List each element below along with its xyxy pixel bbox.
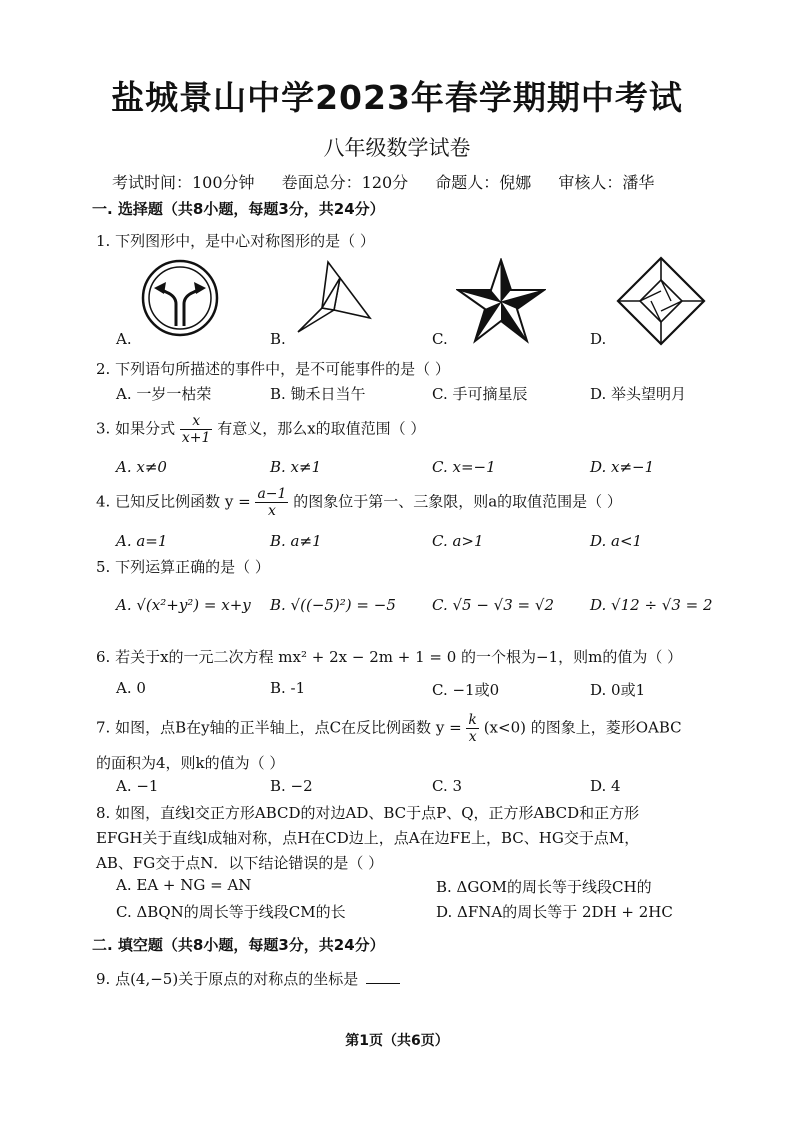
question-9-answer-blank (366, 983, 400, 984)
pinwheel-triangle-icon (292, 258, 372, 342)
question-3-pre: 3. 如果分式 (96, 419, 176, 438)
exam-score: 卷面总分：120分 (281, 173, 409, 192)
question-8-option-c: C. ΔBQN的周长等于线段CM的长 (116, 903, 346, 921)
question-2-option-d: D. 举头望明月 (590, 385, 687, 403)
question-3-option-b: B. x≠1 (270, 458, 322, 476)
question-7-numerator: k (468, 712, 477, 728)
question-8-line-1: 8. 如图，直线l交正方形ABCD的对边AD、BC于点P、Q，正方形ABCD和正方形 (96, 804, 640, 822)
question-7-post: (x<0) 的图象上，菱形OABC (483, 718, 682, 737)
question-9-stem: 9. 点(4,−5)关于原点的对称点的坐标是 (96, 970, 359, 988)
question-6-option-d: D. 0或1 (590, 681, 646, 699)
question-4-option-d: D. a<1 (590, 532, 643, 550)
question-5-option-b: B. √((−5)²) = −5 (270, 596, 396, 614)
question-6-option-c: C. −1或0 (432, 681, 500, 699)
question-4-post: 的图象位于第一、三象限，则a的取值范围是（ ） (293, 492, 622, 511)
question-3-option-c: C. x=−1 (432, 458, 496, 476)
question-8-option-b: B. ΔGOM的周长等于线段CH的 (436, 878, 652, 896)
star-icon (456, 258, 546, 344)
question-6-stem: 6. 若关于x的一元二次方程 mx² + 2x − 2m + 1 = 0 的一个根为−1，则m的值为（ ） (96, 648, 683, 666)
question-2-option-a: A. 一岁一枯荣 (116, 385, 212, 403)
exam-reviewer: 审核人：潘华 (558, 173, 655, 192)
question-4-option-c: C. a>1 (432, 532, 484, 550)
question-1-option-a-label: A. (116, 330, 132, 348)
question-5-stem: 5. 下列运算正确的是（ ） (96, 558, 270, 576)
question-5-option-d: D. √12 ÷ √3 = 2 (590, 596, 713, 614)
question-8-line-2: EFGH关于直线l成轴对称，点H在CD边上，点A在边FE上，BC、HG交于点M， (96, 829, 640, 847)
question-1-option-d-label: D. (590, 330, 607, 348)
question-4-stem (96, 486, 622, 519)
question-5-option-c: C. √5 − √3 = √2 (432, 596, 554, 614)
question-7-fraction (466, 712, 478, 745)
road-sign-icon (140, 258, 220, 338)
question-4-option-b: B. a≠1 (270, 532, 322, 550)
exam-time: 考试时间：100分钟 (112, 173, 255, 192)
question-3-option-d: D. x≠−1 (590, 458, 655, 476)
page-footer: 第1页（共6页） (345, 1033, 449, 1049)
square-pinwheel-icon (616, 256, 706, 346)
question-3-fraction (180, 413, 213, 446)
question-2-option-c: C. 手可摘星辰 (432, 385, 528, 403)
question-3-stem (96, 413, 425, 446)
question-7-line-2: 的面积为4，则k的值为（ ） (96, 754, 285, 772)
question-8-line-3: AB、FG交于点N．以下结论错误的是（ ） (96, 854, 384, 872)
question-8-option-d: D. ΔFNA的周长等于 2DH + 2HC (436, 903, 673, 921)
question-7-option-d: D. 4 (590, 777, 621, 795)
question-9-line (96, 968, 400, 989)
question-7-option-a: A. −1 (116, 777, 159, 795)
question-1-stem: 1. 下列图形中，是中心对称图形的是（ ） (96, 232, 375, 250)
question-3-denominator: x+1 (181, 430, 211, 446)
question-8-option-a: A. EA + NG = AN (116, 876, 252, 894)
question-1-option-c-label: C. (432, 330, 448, 348)
question-4-fraction (255, 486, 288, 519)
exam-subtitle: 八年级数学试卷 (323, 136, 471, 160)
section-fill-heading: 二. 填空题（共8小题，每题3分，共24分） (92, 936, 385, 954)
question-3-numerator: x (180, 413, 213, 430)
question-6-option-b: B. -1 (270, 679, 306, 697)
question-4-denominator: x (267, 503, 276, 519)
question-7-option-b: B. −2 (270, 777, 313, 795)
question-2-stem: 2. 下列语句所描述的事件中，是不可能事件的是（ ） (96, 360, 450, 378)
question-7-stem (96, 712, 682, 745)
question-7-denominator: x (468, 729, 477, 745)
question-1-option-b-label: B. (270, 330, 286, 348)
question-6-option-a: A. 0 (116, 679, 146, 697)
question-5-option-a: A. √(x²+y²) = x+y (116, 596, 251, 614)
exam-info (112, 170, 676, 193)
question-4-pre: 4. 已知反比例函数 y = (96, 492, 251, 511)
question-4-numerator: a−1 (257, 486, 287, 502)
question-4-option-a: A. a=1 (116, 532, 168, 550)
section-choice-heading: 一. 选择题（共8小题，每题3分，共24分） (92, 200, 385, 218)
question-7-option-c: C. 3 (432, 777, 463, 795)
question-2-option-b: B. 锄禾日当午 (270, 385, 366, 403)
question-3-option-a: A. x≠0 (116, 458, 167, 476)
question-3-post: 有意义，那么x的取值范围（ ） (217, 419, 426, 438)
question-7-pre: 7. 如图，点B在y轴的正半轴上，点C在反比例函数 y = (96, 718, 462, 737)
exam-title: 盐城景山中学2023年春学期期中考试 (111, 78, 683, 117)
exam-author: 命题人：倪娜 (435, 173, 532, 192)
